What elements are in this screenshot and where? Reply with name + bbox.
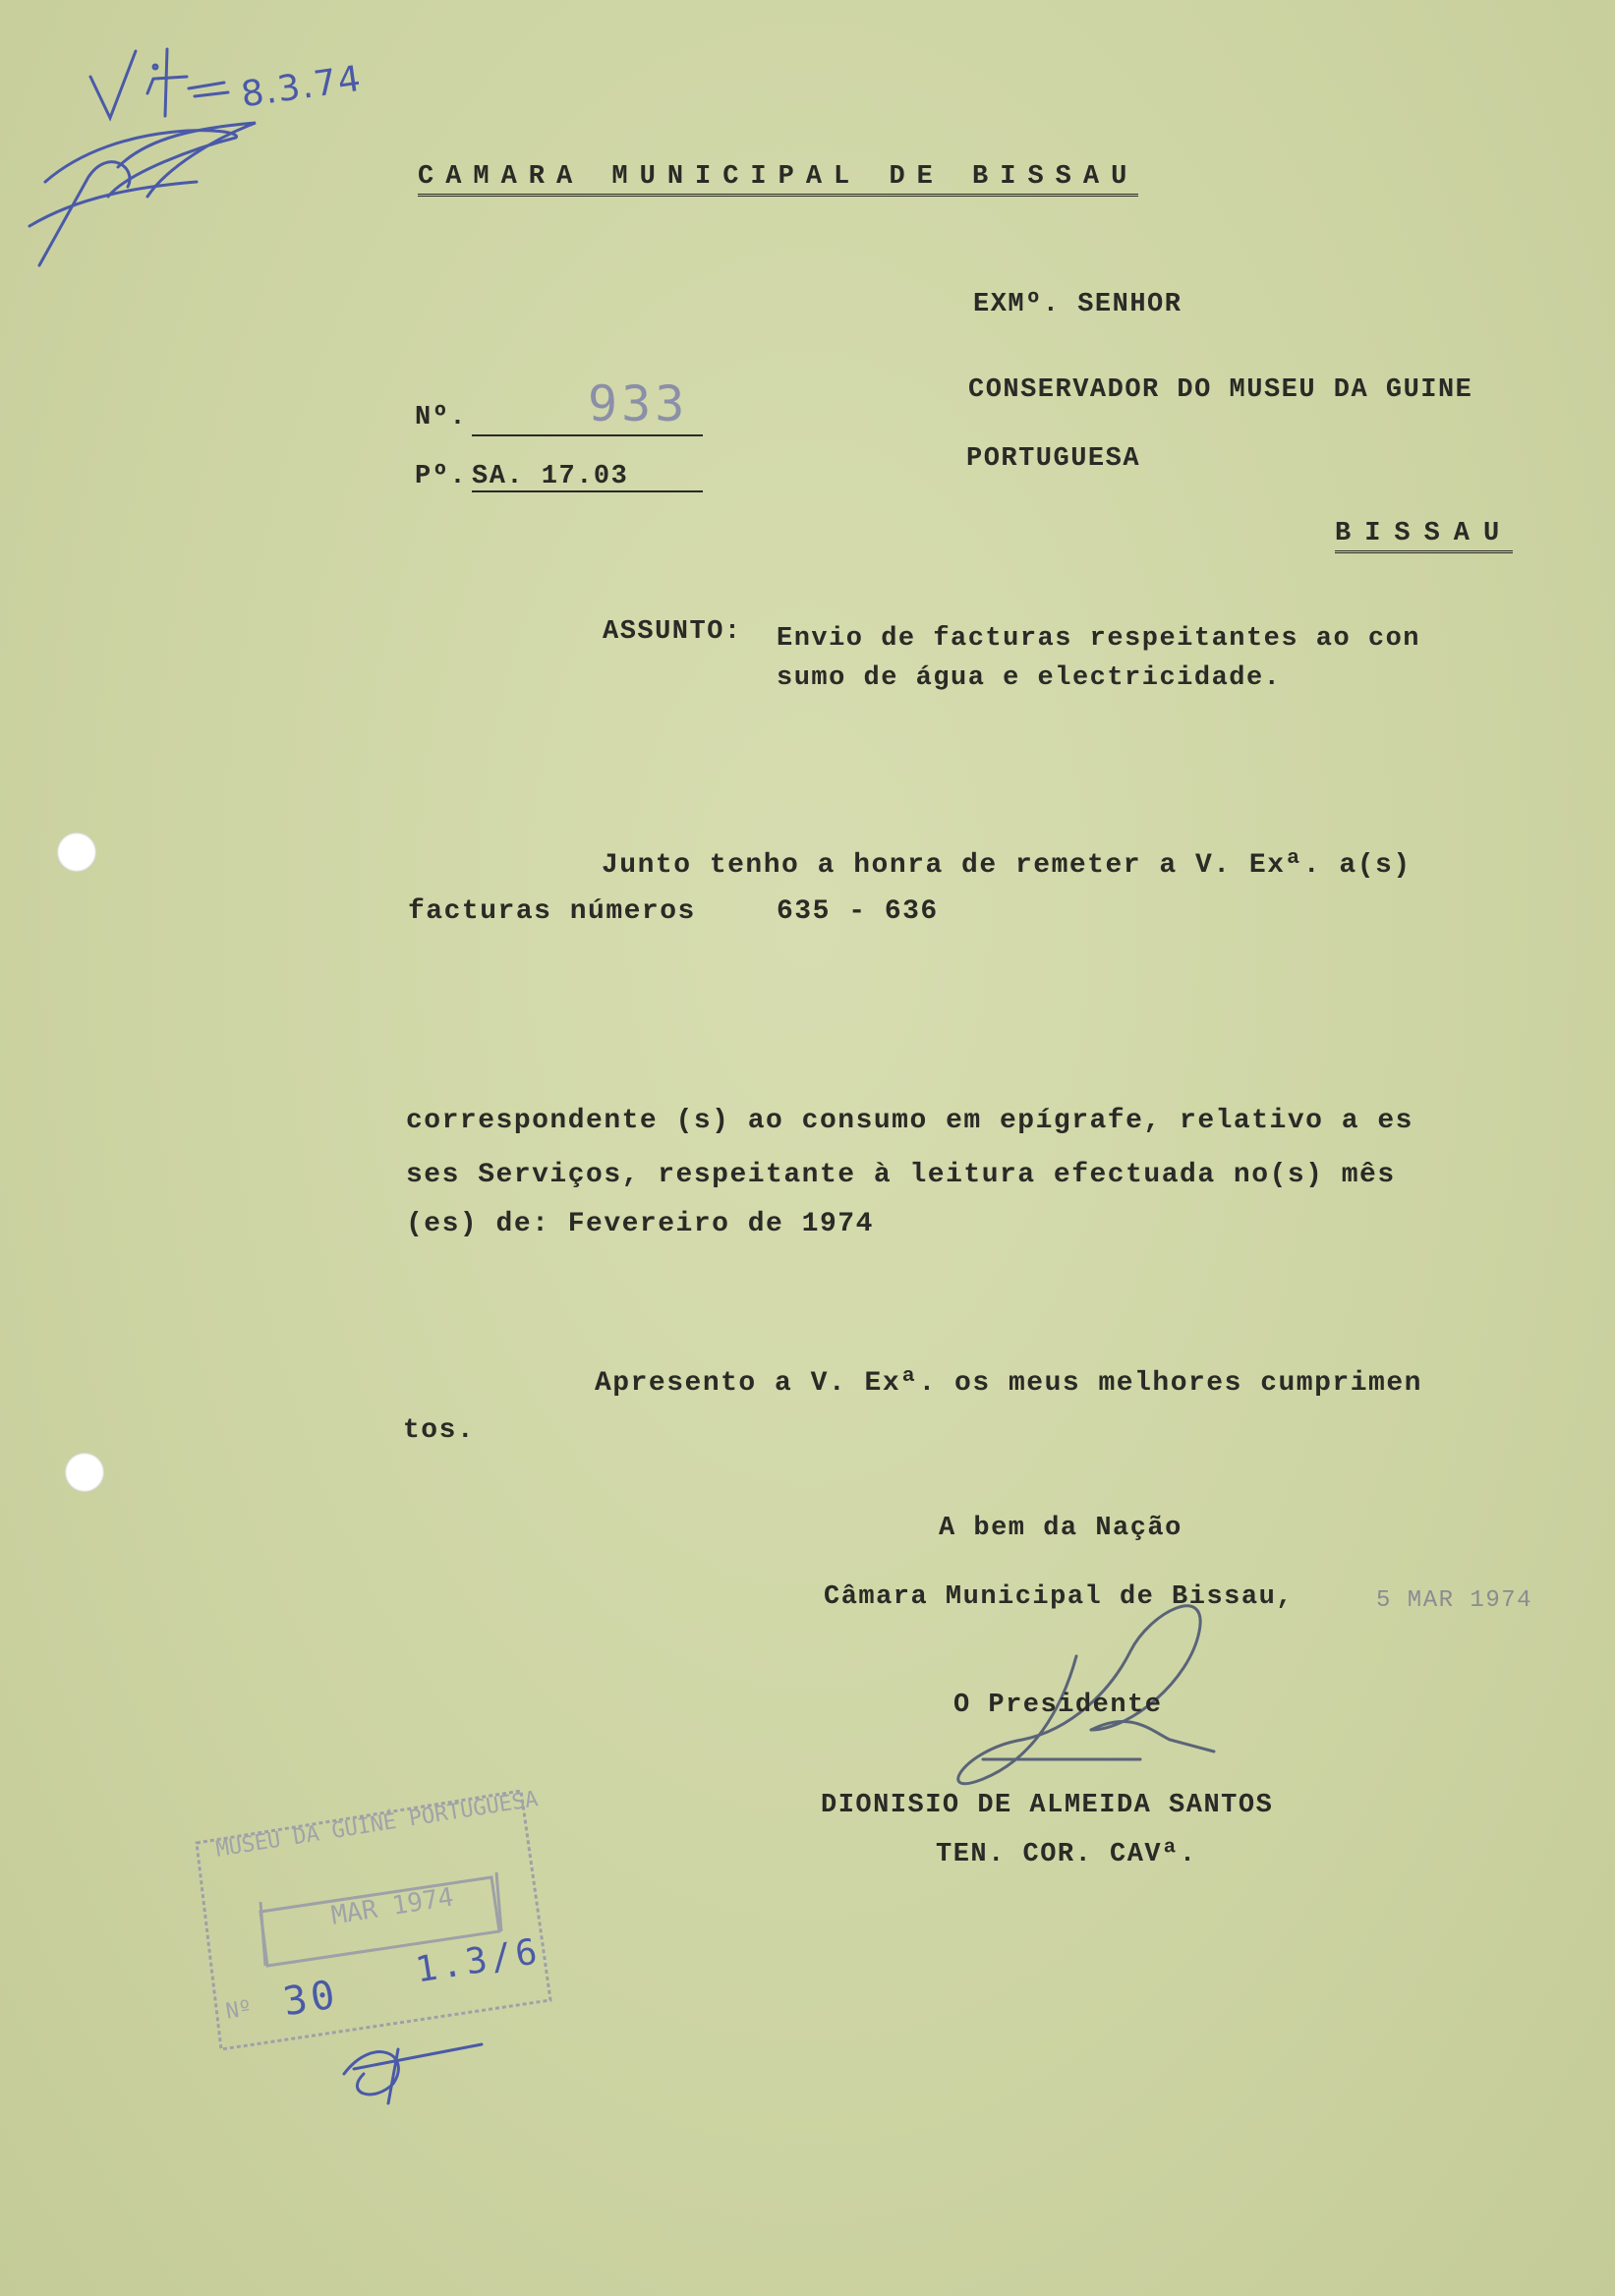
body-p1-line2-label: facturas números xyxy=(408,896,696,927)
process-number-line xyxy=(472,490,703,492)
reference-number-line xyxy=(472,434,703,436)
recipient-city: BISSAU xyxy=(1335,519,1513,553)
subject-line1: Envio de facturas respeitantes ao con xyxy=(777,624,1420,654)
closing-place: Câmara Municipal de Bissau, xyxy=(824,1582,1294,1612)
signatory-name: DIONISIO DE ALMEIDA SANTOS xyxy=(821,1791,1274,1820)
body-p2-line2: ses Serviços, respeitante à leitura efectuada no(s) mês xyxy=(406,1160,1396,1190)
stamp-entry-reference: 1.3/6 xyxy=(413,1930,545,1991)
recipient-title-line1: CONSERVADOR DO MUSEU DA GUINE xyxy=(968,375,1473,405)
stamp-organization: MUSEU DA GUINÉ PORTUGUESA xyxy=(214,1787,540,1863)
closing-motto: A bem da Nação xyxy=(939,1514,1182,1543)
recipient-title-line2: PORTUGUESA xyxy=(966,444,1141,474)
process-number-value: SA. 17.03 xyxy=(472,462,629,491)
reference-number-label: Nº. xyxy=(415,403,468,432)
body-p1-line1: Junto tenho a honra de remeter a V. Exª. a(s) xyxy=(602,850,1412,881)
subject-line2: sumo de água e electricidade. xyxy=(777,663,1282,693)
closing-role: O Presidente xyxy=(953,1691,1163,1720)
body-p3-line1: Apresento a V. Exª. os meus melhores cumprimen xyxy=(595,1368,1422,1399)
body-p3-line2: tos. xyxy=(403,1415,476,1446)
document-header-title: CAMARA MUNICIPAL DE BISSAU xyxy=(418,162,1138,197)
stamp-date: MAR 1974 xyxy=(329,1882,456,1931)
invoice-numbers: 635 - 636 xyxy=(777,896,939,927)
process-number-label: Pº. xyxy=(415,462,468,491)
handwritten-visto-mark xyxy=(29,49,256,265)
handwritten-initials xyxy=(344,2044,482,2103)
reference-number-value: 933 xyxy=(588,375,689,432)
body-p2-line1: correspondente (s) ao consumo em epígrafe, relativo a es xyxy=(406,1106,1413,1136)
stamp-entry-number: 30 xyxy=(280,1972,342,2026)
stamp-entry-label: Nº xyxy=(224,1995,255,2025)
closing-date-stamp: 5 MAR 1974 xyxy=(1376,1587,1533,1614)
subject-label: ASSUNTO: xyxy=(603,617,742,647)
recipient-salutation: EXMº. SENHOR xyxy=(973,290,1182,319)
body-p2-line3: (es) de: Fevereiro de 1974 xyxy=(406,1209,874,1239)
annotation-date: 8.3.74 xyxy=(238,58,365,116)
signatory-rank: TEN. COR. CAVª. xyxy=(936,1840,1197,1869)
